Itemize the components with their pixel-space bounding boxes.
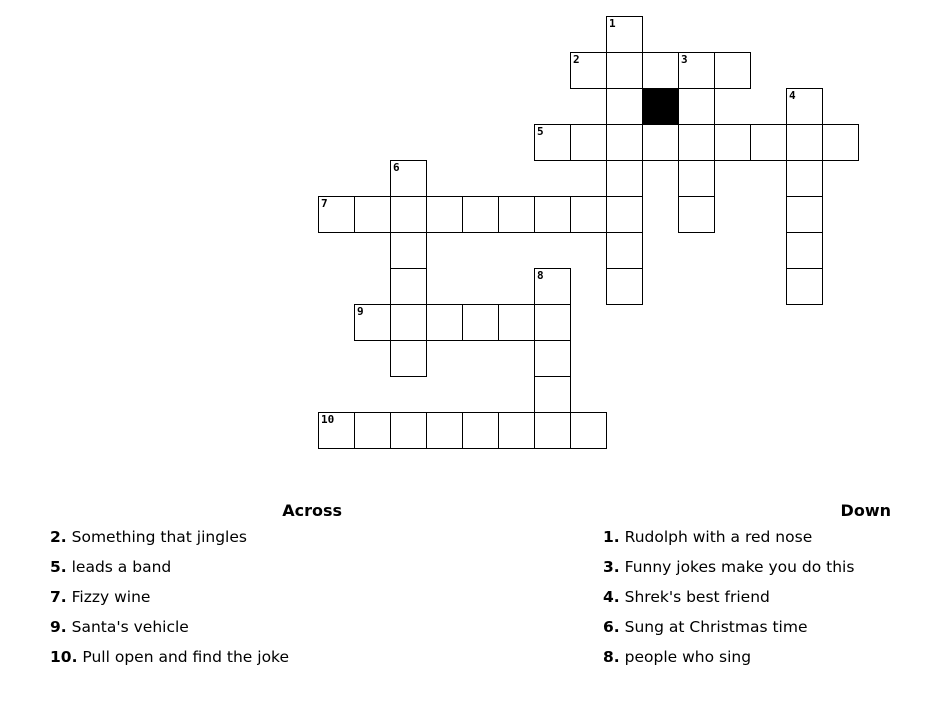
down-clue-3[interactable]	[603, 556, 893, 586]
crossword-cell[interactable]	[534, 376, 571, 413]
crossword-cell[interactable]	[462, 412, 499, 449]
crossword-cell[interactable]	[606, 124, 643, 161]
crossword-cell[interactable]	[390, 340, 427, 377]
cell-number: 1	[609, 17, 616, 30]
crossword-cell[interactable]	[606, 232, 643, 269]
crossword-cell[interactable]	[534, 268, 571, 305]
crossword-cell[interactable]	[534, 304, 571, 341]
crossword-cell[interactable]	[318, 196, 355, 233]
crossword-cell[interactable]	[678, 160, 715, 197]
clue-number: 10.	[50, 648, 78, 666]
clue-text: Something that jingles	[71, 528, 247, 546]
clue-number: 6.	[603, 618, 620, 636]
across-clue-list	[50, 526, 430, 676]
crossword-cell[interactable]	[714, 52, 751, 89]
crossword-cell[interactable]	[390, 304, 427, 341]
clue-text: Funny jokes make you do this	[624, 558, 855, 576]
clue-number: 8.	[603, 648, 620, 666]
across-clues-section	[50, 500, 430, 676]
crossword-cell[interactable]	[390, 160, 427, 197]
across-clue-2[interactable]	[50, 526, 430, 556]
down-clue-6[interactable]	[603, 616, 893, 646]
clue-number: 9.	[50, 618, 67, 636]
down-clue-list	[603, 526, 893, 676]
down-clue-8[interactable]	[603, 646, 893, 676]
crossword-cell[interactable]	[750, 124, 787, 161]
crossword-cell[interactable]	[354, 196, 391, 233]
crossword-cell[interactable]	[390, 232, 427, 269]
crossword-cell[interactable]	[426, 196, 463, 233]
crossword-cell[interactable]	[786, 160, 823, 197]
clue-text: Santa's vehicle	[71, 618, 189, 636]
across-clue-5[interactable]	[50, 556, 430, 586]
crossword-cell[interactable]	[462, 304, 499, 341]
crossword-cell[interactable]	[678, 124, 715, 161]
crossword-cell[interactable]	[570, 124, 607, 161]
clue-number: 7.	[50, 588, 67, 606]
cell-number: 6	[393, 161, 400, 174]
cell-number: 10	[321, 413, 335, 426]
cell-number: 7	[321, 197, 328, 210]
crossword-cell[interactable]	[462, 196, 499, 233]
clue-text: leads a band	[71, 558, 172, 576]
crossword-cell[interactable]	[534, 124, 571, 161]
down-clue-4[interactable]	[603, 586, 893, 616]
crossword-cell[interactable]	[642, 124, 679, 161]
crossword-cell[interactable]	[498, 412, 535, 449]
clue-number: 5.	[50, 558, 67, 576]
clue-text: Shrek's best friend	[624, 588, 770, 606]
crossword-cell[interactable]	[570, 412, 607, 449]
crossword-cell[interactable]	[390, 412, 427, 449]
down-heading: Down	[840, 501, 891, 520]
cell-number: 8	[537, 269, 544, 282]
crossword-cell[interactable]	[390, 268, 427, 305]
cell-number: 2	[573, 53, 580, 66]
crossword-cell[interactable]	[786, 124, 823, 161]
crossword-cell[interactable]	[354, 412, 391, 449]
down-clue-1[interactable]	[603, 526, 893, 556]
crossword-cell[interactable]	[534, 412, 571, 449]
crossword-cell[interactable]	[606, 196, 643, 233]
crossword-cell[interactable]	[426, 412, 463, 449]
clue-text: people who sing	[624, 648, 752, 666]
crossword-cell[interactable]	[498, 304, 535, 341]
down-clues-section	[603, 500, 893, 676]
crossword-cell[interactable]	[714, 124, 751, 161]
crossword-cell[interactable]	[678, 52, 715, 89]
crossword-cell[interactable]	[354, 304, 391, 341]
black-square	[642, 88, 679, 125]
clue-text: Rudolph with a red nose	[624, 528, 813, 546]
crossword-cell[interactable]	[534, 196, 571, 233]
crossword-cell[interactable]	[786, 232, 823, 269]
crossword-cell[interactable]	[678, 196, 715, 233]
crossword-cell[interactable]	[390, 196, 427, 233]
crossword-cell[interactable]	[570, 196, 607, 233]
across-clue-7[interactable]	[50, 586, 430, 616]
across-clue-10[interactable]	[50, 646, 430, 676]
clue-number: 1.	[603, 528, 620, 546]
crossword-cell[interactable]	[606, 268, 643, 305]
crossword-cell[interactable]	[786, 88, 823, 125]
cell-number: 5	[537, 125, 544, 138]
crossword-cell[interactable]	[498, 196, 535, 233]
clue-text: Sung at Christmas time	[624, 618, 808, 636]
crossword-cell[interactable]	[606, 52, 643, 89]
crossword-cell[interactable]	[606, 160, 643, 197]
crossword-cell[interactable]	[426, 304, 463, 341]
cell-number: 9	[357, 305, 364, 318]
crossword-cell[interactable]	[786, 196, 823, 233]
crossword-cell[interactable]	[822, 124, 859, 161]
crossword-cell[interactable]	[678, 88, 715, 125]
crossword-cell[interactable]	[606, 88, 643, 125]
crossword-cell[interactable]	[534, 340, 571, 377]
crossword-cell[interactable]	[570, 52, 607, 89]
cell-number: 3	[681, 53, 688, 66]
clue-number: 3.	[603, 558, 620, 576]
across-clue-9[interactable]	[50, 616, 430, 646]
clue-number: 4.	[603, 588, 620, 606]
across-heading: Across	[282, 501, 342, 520]
crossword-cell[interactable]	[642, 52, 679, 89]
crossword-cell[interactable]	[318, 412, 355, 449]
clue-number: 2.	[50, 528, 67, 546]
crossword-cell[interactable]	[786, 268, 823, 305]
clue-text: Pull open and find the joke	[82, 648, 290, 666]
cell-number: 4	[789, 89, 796, 102]
clue-text: Fizzy wine	[71, 588, 151, 606]
crossword-cell[interactable]	[606, 16, 643, 53]
